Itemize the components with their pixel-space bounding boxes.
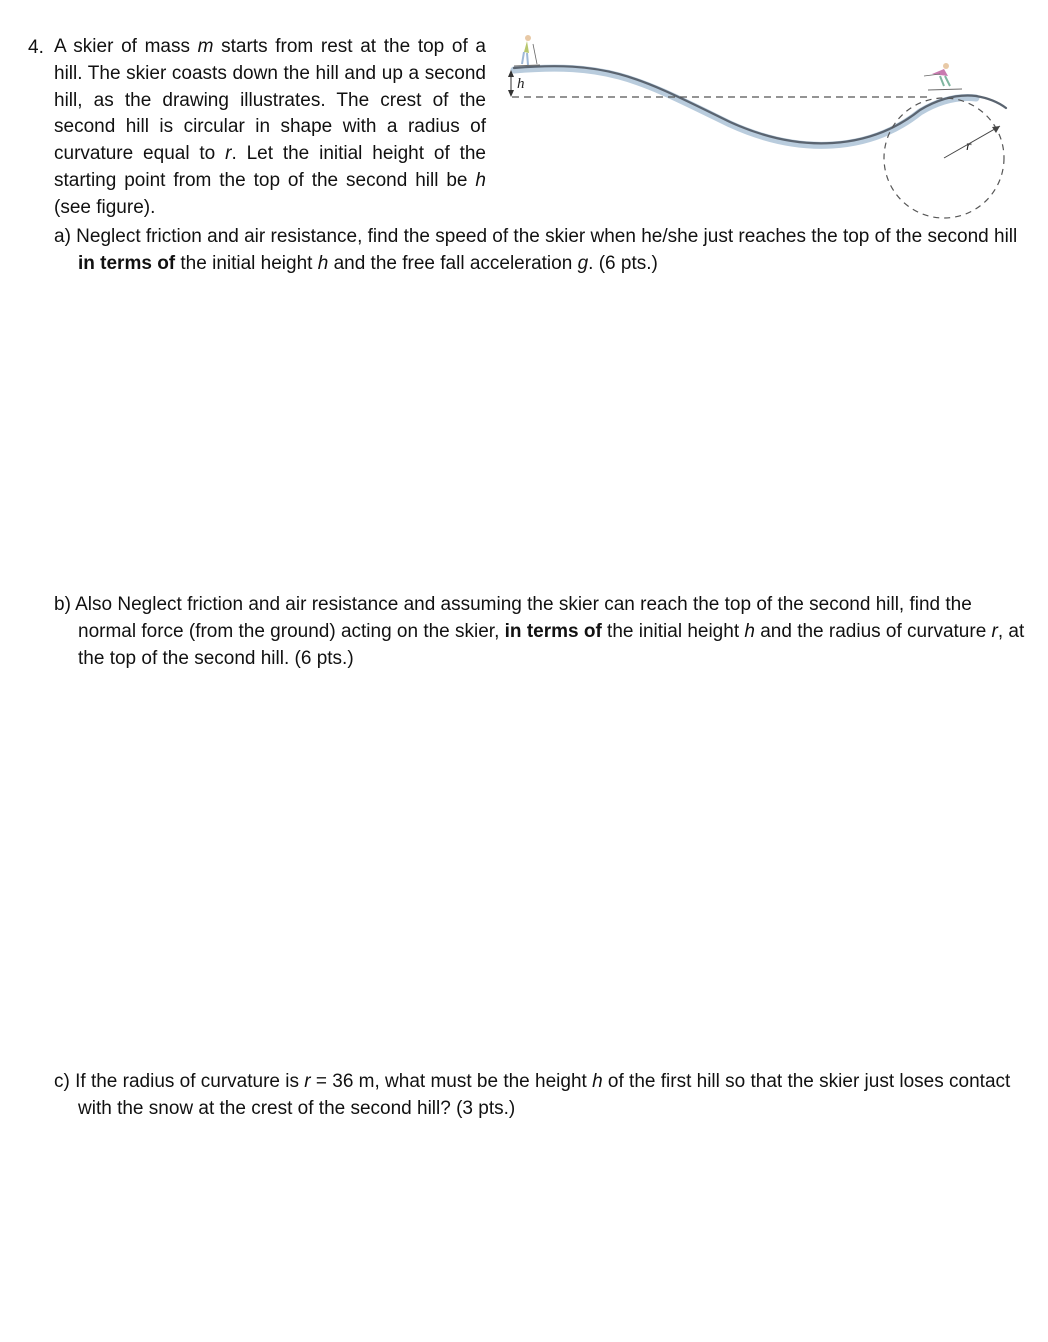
part-text: and the free fall acceleration bbox=[328, 252, 578, 274]
slope-line bbox=[514, 66, 1006, 143]
snow-shadow bbox=[514, 68, 976, 145]
var-r: r bbox=[991, 620, 998, 642]
part-a bbox=[54, 224, 1028, 278]
part-text: Also Neglect friction and air resistance and assuming the skier can reach the top of the second hill, find the normal force (from the ground) acting on the skier, bbox=[70, 594, 972, 642]
part-text: . (6 pts.) bbox=[588, 252, 658, 274]
radius-line bbox=[944, 126, 1000, 158]
part-c bbox=[54, 1069, 1028, 1123]
stem-text: (see figure). bbox=[54, 196, 156, 218]
var-h: h bbox=[317, 252, 329, 274]
part-b bbox=[54, 592, 1028, 672]
var-m: m bbox=[197, 36, 214, 57]
var-r: r bbox=[225, 143, 232, 165]
part-text: Neglect friction and air resistance, find the speed of the skier when he/she just reaches the top of the second hill bbox=[70, 226, 1018, 247]
problem-statement bbox=[54, 34, 486, 222]
part-text: = 36 m, what must be the height bbox=[310, 1071, 593, 1092]
emphasis: in terms of bbox=[78, 252, 176, 274]
stem-text: . Let the initial height of the starting point from the top of the second hill be bbox=[54, 143, 486, 191]
part-text: of the first hill so that the skier just loses contact with the snow at the crest of the second hill? (3 pts.) bbox=[78, 1071, 1011, 1119]
part-text: the initial height bbox=[601, 620, 745, 642]
emphasis: in terms of bbox=[504, 620, 602, 642]
var-h: h bbox=[744, 620, 755, 642]
part-text: and the radius of curvature bbox=[754, 620, 992, 642]
var-h: h bbox=[475, 169, 486, 191]
part-label: c) bbox=[54, 1071, 70, 1092]
stem-text: starts from rest at the top of a hill. The skier coasts down the hill and up a second hill, as the drawing illustrates. The crest of the second hill is circular in shape with a radius of curvature equal to bbox=[54, 36, 486, 165]
skier-start-icon bbox=[514, 35, 540, 66]
height-arrowhead-bottom bbox=[508, 90, 514, 97]
skier-hill-figure bbox=[500, 28, 1020, 224]
part-text: , at the top of the second hill. (6 pts.) bbox=[78, 620, 1025, 669]
label-h: h bbox=[517, 76, 525, 92]
skier-crest-icon bbox=[924, 63, 962, 90]
part-text: the initial height bbox=[175, 252, 318, 274]
part-text: If the radius of curvature is bbox=[69, 1071, 305, 1092]
var-g: g bbox=[577, 252, 589, 274]
stem-text: A skier of mass bbox=[54, 36, 198, 57]
part-label: b) bbox=[54, 594, 71, 615]
problem-number: 4. bbox=[28, 37, 44, 58]
var-r: r bbox=[304, 1071, 311, 1092]
var-h: h bbox=[592, 1071, 603, 1092]
part-label: a) bbox=[54, 226, 71, 247]
label-r: r bbox=[966, 139, 972, 154]
